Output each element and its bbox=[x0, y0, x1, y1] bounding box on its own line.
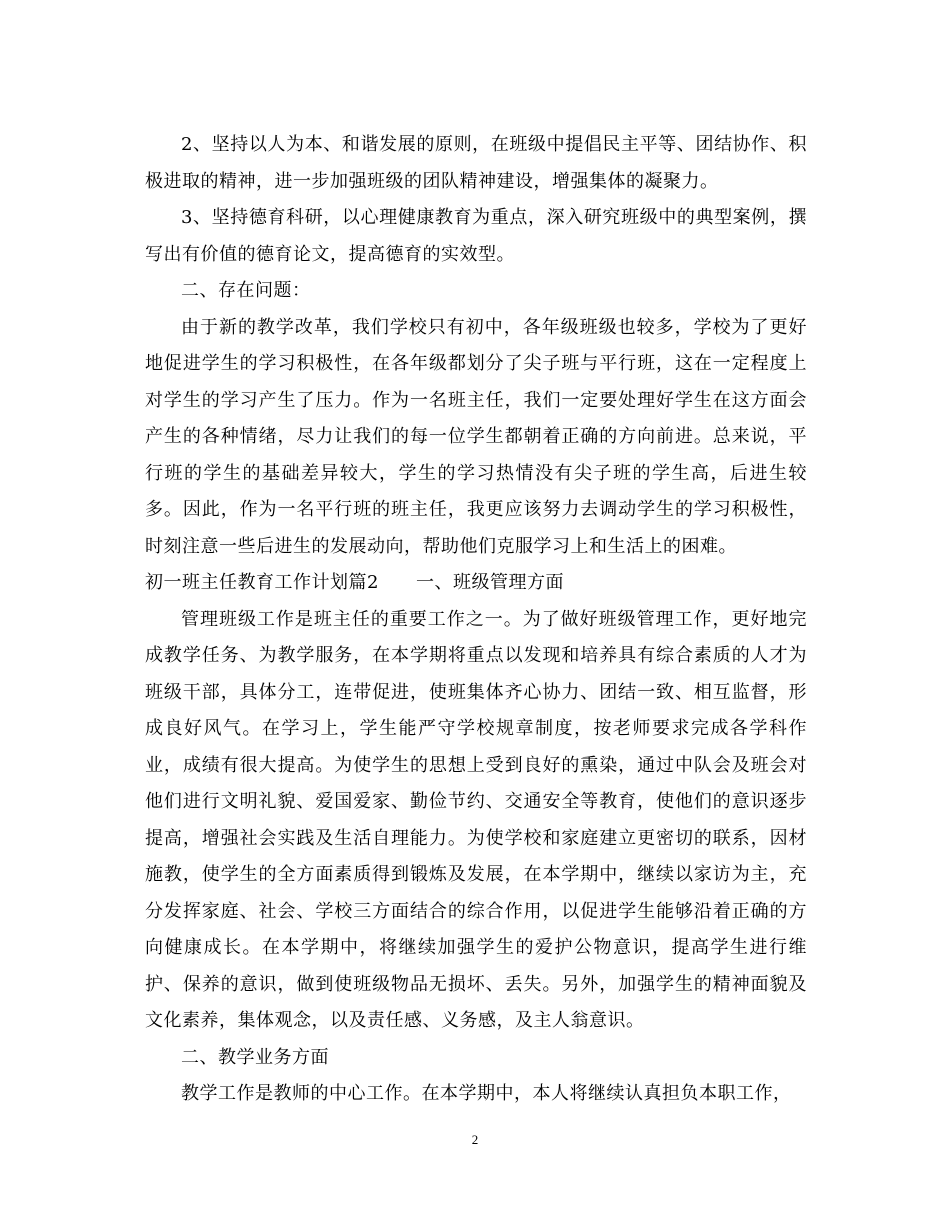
section-heading-teaching: 二、教学业务方面 bbox=[181, 1046, 329, 1068]
paragraph-class-management: 管理班级工作是班主任的重要工作之一。为了做好班级管理工作，更好地完成教学任务、为教学服务，在本学期将重点以发现和培养具有综合素质的人才为班级干部，具体分工，连带促进，使班集体齐心协力、团结一致、相互监督，形成良好风气。在学习上，学生能严守学校规章制度，按老师要求完成各学科作业，成绩有很大提高。为使学生的思想上受到良好的熏染，通过中队会及班会对他们进行文明礼貌、爱国爱家、勤俭节约、交通安全等教育，使他们的意识逐步提高，增强社会实践及生活自理能力。为使学校和家庭建立更密切的联系，因材施教，使学生的全方面素质得到锻炼及发展，在本学期中，继续以家访为主，充分发挥家庭、社会、学校三方面结合的综合作用，以促进学生能够沿着正确的方向健康成长。在本学期中，将继续加强学生的爱护公物意识，提高学生进行维护、保养的意识，做到使班级物品无损坏、丢失。另外，加强学生的精神面貌及文化素养，集体观念，以及责任感、义务感，及主人翁意识。 bbox=[145, 608, 807, 1031]
section-heading-problems: 二、存在问题： bbox=[181, 280, 311, 301]
article-title-heading: 初一班主任教育工作计划篇2 一、班级管理方面 bbox=[145, 572, 564, 593]
paragraph-principle-3: 3、坚持德育科研，以心理健康教育为重点，深入研究班级中的典型案例，撰写出有价值的德育论文，提高德育的实效型。 bbox=[145, 207, 807, 265]
paragraph-principle-2: 2、坚持以人为本、和谐发展的原则，在班级中提倡民主平等、团结协作、积极进取的精神，进一步加强班级的团队精神建设，增强集体的凝聚力。 bbox=[145, 134, 807, 192]
page-number: 2 bbox=[471, 1132, 479, 1147]
document-body bbox=[145, 127, 807, 1113]
paragraph-teaching: 教学工作是教师的中心工作。在本学期中，本人将继续认真担负本职工作， bbox=[181, 1083, 792, 1104]
paragraph-problems: 由于新的教学改革，我们学校只有初中，各年级班级也较多，学校为了更好地促进学生的学习积极性，在各年级都划分了尖子班与平行班，这在一定程度上对学生的学习产生了压力。作为一名班主任，我们一定要处理好学生在这方面会产生的各种情绪，尽力让我们的每一位学生都朝着正确的方向前进。总来说，平行班的学生的基础差异较大，学生的学习热情没有尖子班的学生高，后进生较多。因此，作为一名平行班的班主任，我更应该努力去调动学生的学习积极性，时刻注意一些后进生的发展动向，帮助他们克服学习上和生活上的困难。 bbox=[145, 316, 807, 557]
